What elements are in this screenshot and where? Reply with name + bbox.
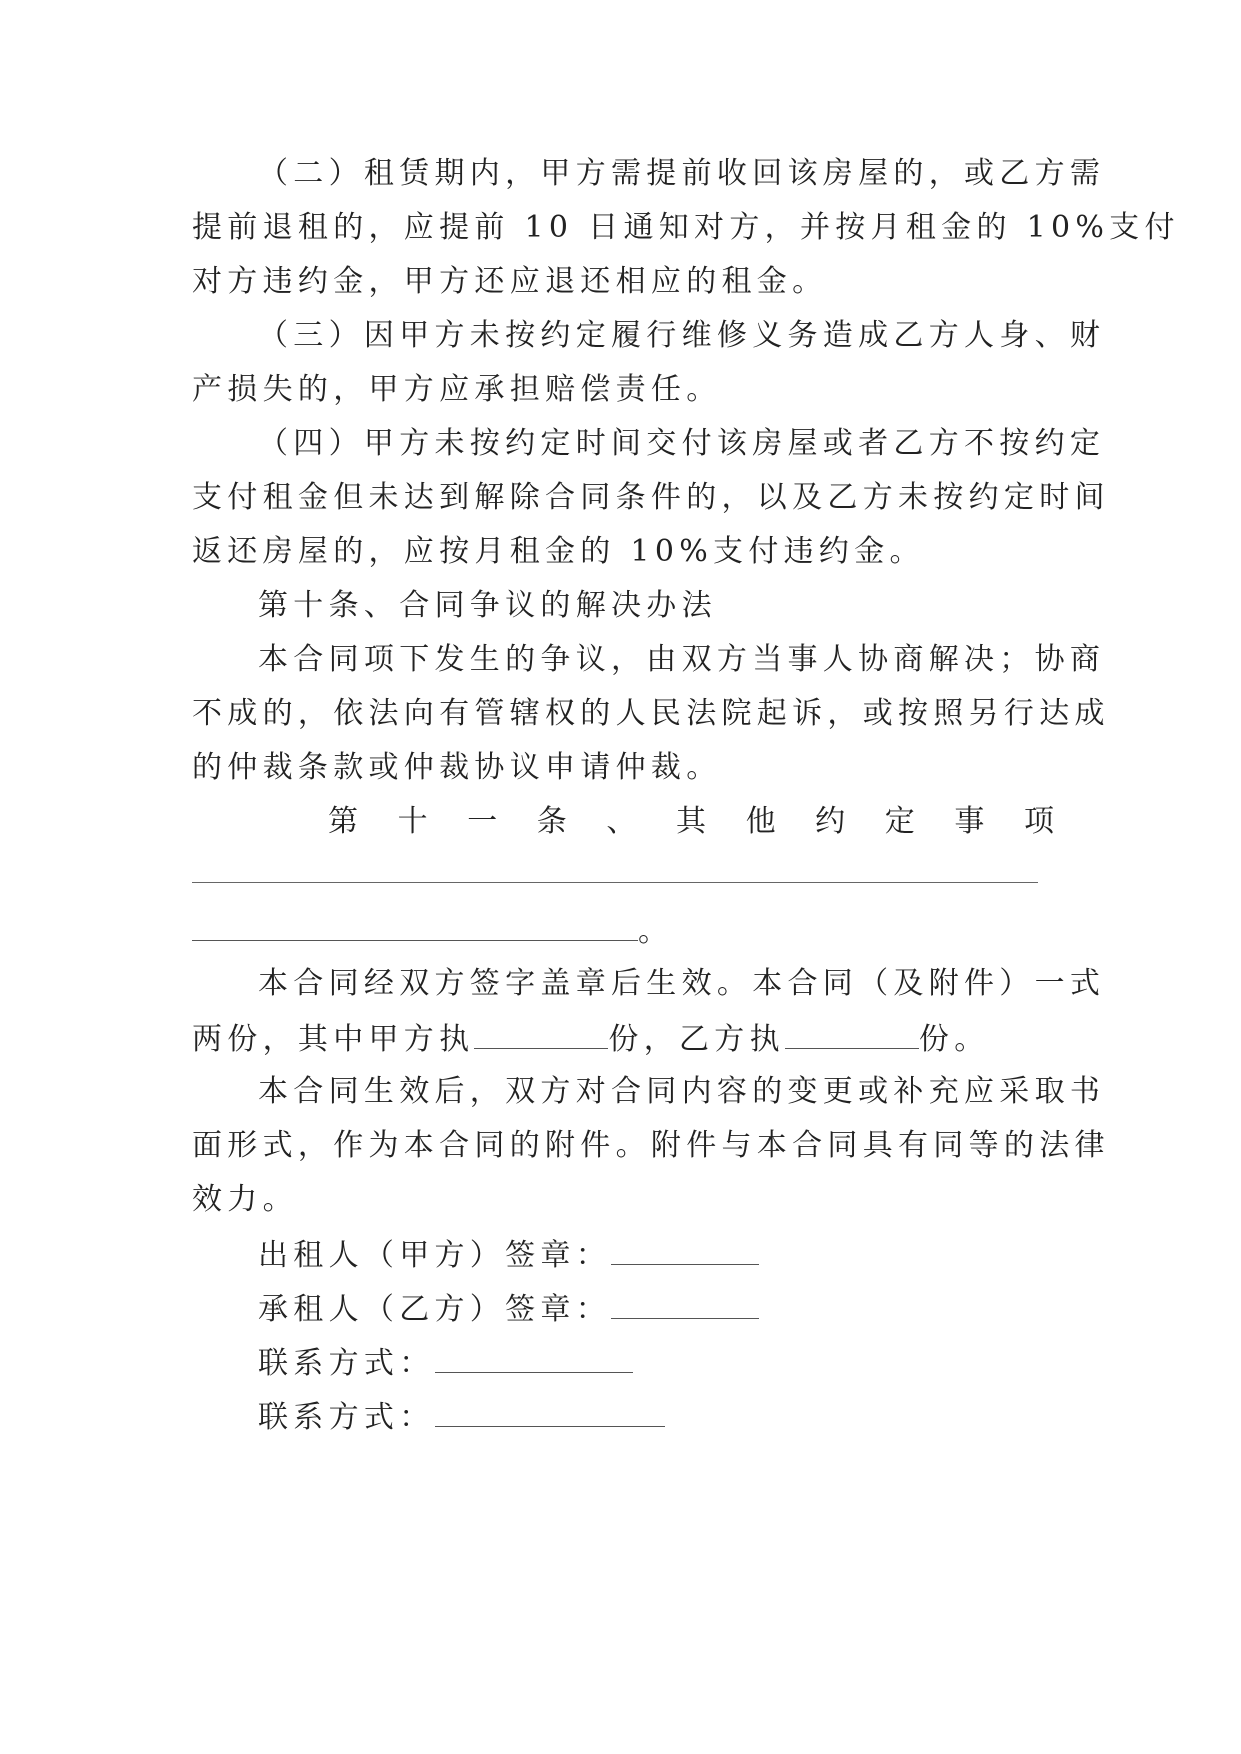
article-11-char: 第 <box>328 804 358 839</box>
article-11-char: 其 <box>675 804 706 839</box>
effect-text-a: 两份，其中甲方执 <box>192 1022 475 1057</box>
article-11-fill-line-2 <box>192 908 673 952</box>
lessor-signature-label: 出租人（甲方）签章： <box>258 1238 611 1273</box>
article-11-heading <box>328 800 1054 844</box>
article-11-fill-line-1 <box>192 882 1038 883</box>
effect-text-c: 份。 <box>918 1022 990 1057</box>
article-11-end-mark: 。 <box>638 914 674 949</box>
amend-line-2: 面形式，作为本合同的附件。附件与本合同具有同等的法律 <box>192 1128 1110 1163</box>
clause-2-line-2: 提前退租的，应提前 10 日通知对方，并按月租金的 10%支付 <box>192 210 1180 245</box>
clause-4-line-1: （四）甲方未按约定时间交付该房屋或者乙方不按约定 <box>258 426 1106 461</box>
clause-2-line-1: （二）租赁期内，甲方需提前收回该房屋的，或乙方需 <box>258 156 1106 191</box>
contact-label-1: 联系方式： <box>258 1346 435 1381</box>
article-11-char: 项 <box>1023 804 1054 839</box>
article-11-char: 他 <box>745 804 776 839</box>
article-11-char: 事 <box>954 804 985 839</box>
article-11-char: 一 <box>467 804 498 839</box>
contact-blank-1 <box>435 1340 633 1373</box>
article-11-char: 十 <box>397 804 428 839</box>
article-10-line-1: 本合同项下发生的争议，由双方当事人协商解决；协商 <box>258 642 1106 677</box>
lessor-signature-blank <box>611 1232 759 1265</box>
article-11-char: 约 <box>815 804 846 839</box>
clause-4-line-3: 返还房屋的，应按月租金的 10%支付违约金。 <box>192 534 925 569</box>
amend-line-1: 本合同生效后，双方对合同内容的变更或补充应采取书 <box>258 1074 1106 1109</box>
article-11-char: 定 <box>884 804 915 839</box>
clause-4-line-2: 支付租金但未达到解除合同条件的，以及乙方未按约定时间 <box>192 480 1110 515</box>
contact-blank-2 <box>435 1394 665 1427</box>
amend-line-3: 效力。 <box>192 1182 298 1217</box>
contact-line-1 <box>258 1340 633 1384</box>
article-10-line-3: 的仲裁条款或仲裁协议申请仲裁。 <box>192 750 722 785</box>
effect-line-2 <box>192 1016 990 1060</box>
effect-text-b: 份，乙方执 <box>608 1022 785 1057</box>
lessee-signature-blank <box>611 1286 759 1319</box>
lessor-copies-blank <box>474 1016 608 1049</box>
contact-line-2 <box>258 1394 665 1438</box>
lessee-signature-label: 承租人（乙方）签章： <box>258 1292 611 1327</box>
article-11-blank <box>192 908 638 941</box>
lessor-signature-line <box>258 1232 759 1276</box>
article-11-char: 、 <box>606 804 637 839</box>
lessee-copies-blank <box>785 1016 919 1049</box>
article-10-line-2: 不成的，依法向有管辖权的人民法院起诉，或按照另行达成 <box>192 696 1110 731</box>
clause-2-line-3: 对方违约金，甲方还应退还相应的租金。 <box>192 264 828 299</box>
lessee-signature-line <box>258 1286 759 1330</box>
clause-3-line-2: 产损失的，甲方应承担赔偿责任。 <box>192 372 722 407</box>
article-10-heading: 第十条、合同争议的解决办法 <box>258 588 717 623</box>
contact-label-2: 联系方式： <box>258 1400 435 1435</box>
clause-3-line-1: （三）因甲方未按约定履行维修义务造成乙方人身、财 <box>258 318 1106 353</box>
article-11-char: 条 <box>536 804 567 839</box>
effect-line-1: 本合同经双方签字盖章后生效。本合同（及附件）一式 <box>258 966 1106 1001</box>
